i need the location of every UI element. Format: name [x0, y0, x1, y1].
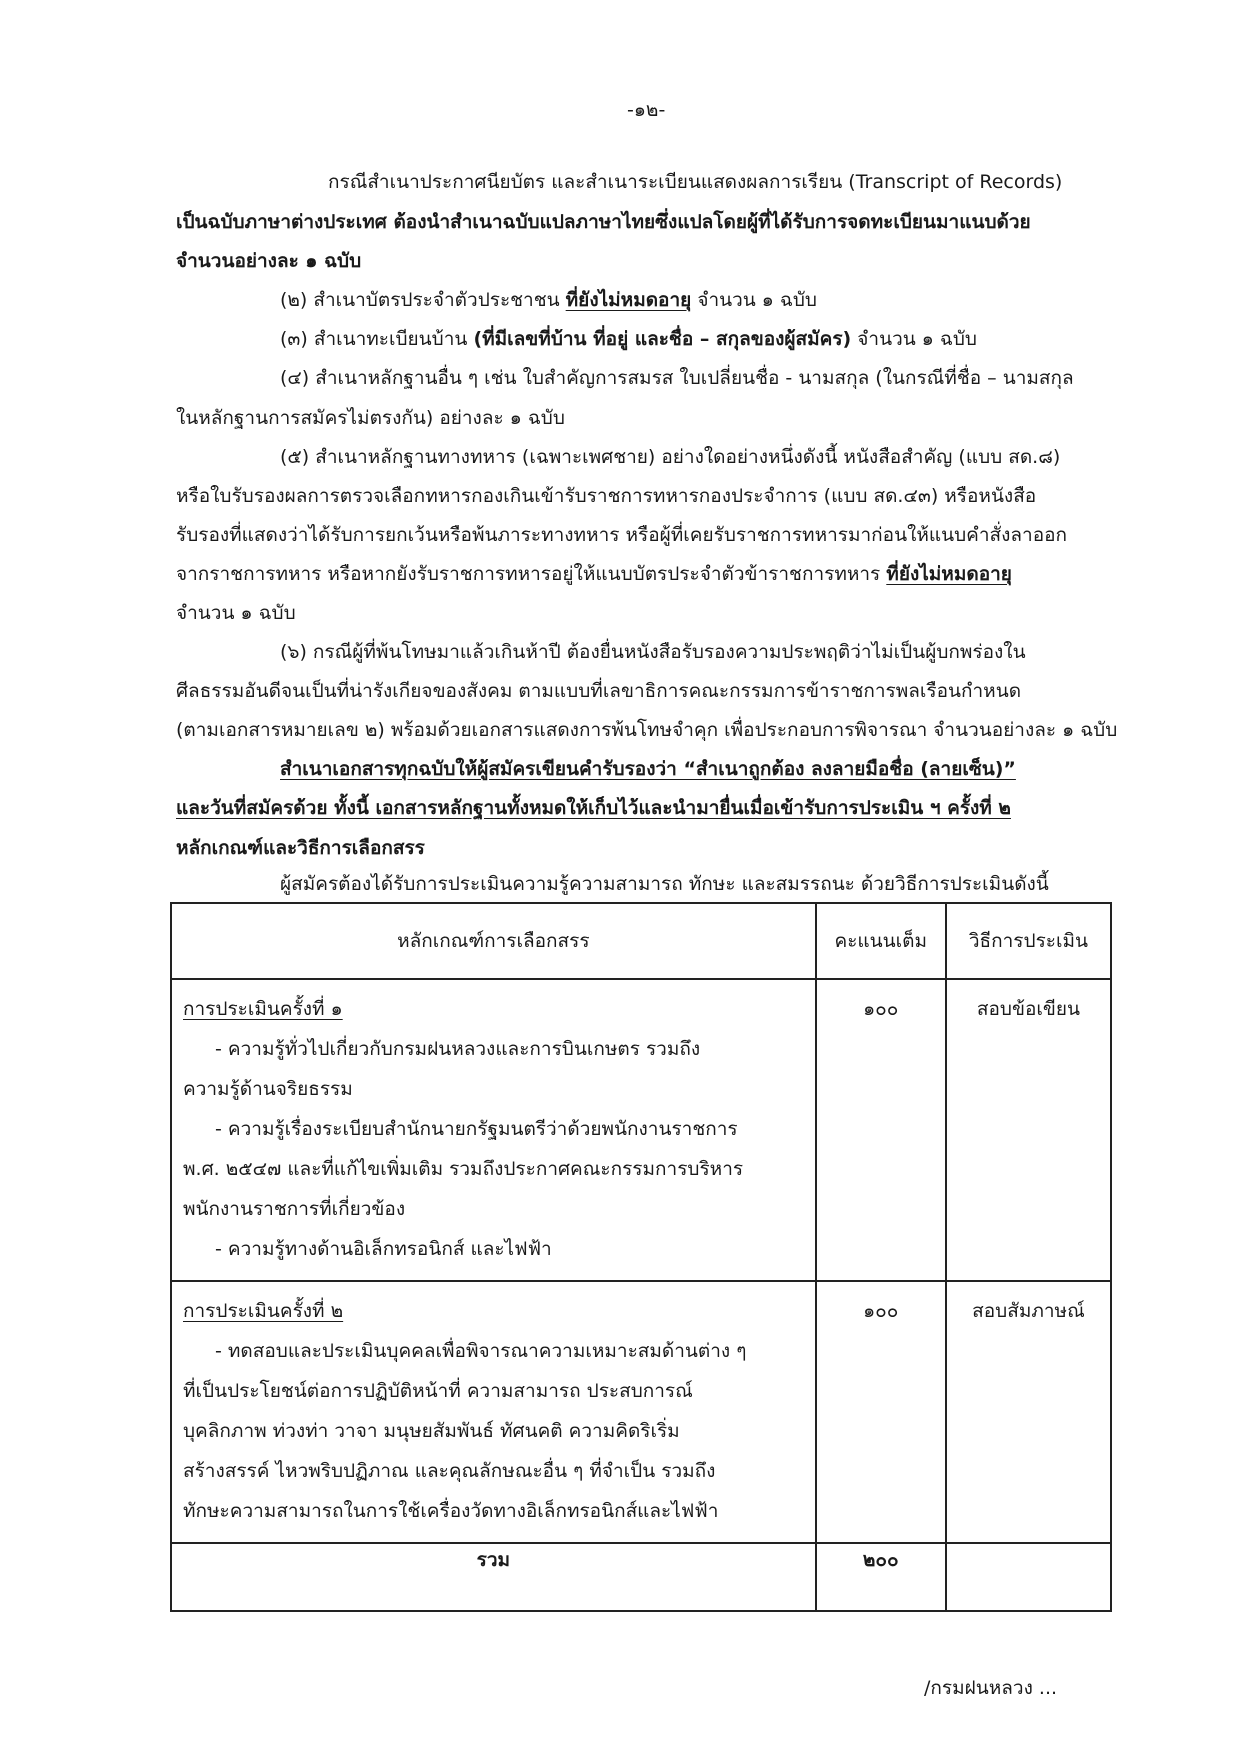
round-1-method-value: สอบข้อเขียน — [976, 998, 1080, 1020]
page-number: -๑๒- — [627, 99, 666, 121]
round-1-line-3: - ความรู้เรื่องระเบียบสำนักนายกรัฐมนตรีว่าด้วยพนักงานราชการ — [215, 1118, 738, 1140]
section-heading: หลักเกณฑ์และวิธีการเลือกสรร — [176, 837, 425, 859]
transcript-para-line-1: กรณีสำเนาประกาศนียบัตร และสำเนาระเบียนแสดงผลการเรียน (Transcript of Records) — [328, 171, 1063, 193]
round-2-criteria — [171, 1281, 816, 1543]
round-2-score — [816, 1281, 946, 1543]
item-4-line-2: ในหลักฐานการสมัครไม่ตรงกัน) อย่างละ ๑ ฉบับ — [176, 407, 565, 429]
item-3-emphasis: (ที่มีเลขที่บ้าน ที่อยู่ และชื่อ – สกุลของผู้สมัคร) — [473, 328, 852, 350]
item-4-line-1: (๔) สำเนาหลักฐานอื่น ๆ เช่น ใบสำคัญการสมรส ใบเปลี่ยนชื่อ - นามสกุล (ในกรณีที่ชื่อ – นามสกุล — [280, 367, 1074, 389]
item-5-line-4 — [176, 560, 1012, 588]
item-3 — [280, 325, 977, 353]
round-2-line-1: - ทดสอบและประเมินบุคคลเพื่อพิจารณาความเหมาะสมด้านต่าง ๆ — [215, 1340, 747, 1362]
round-1-line-2: ความรู้ด้านจริยธรรม — [183, 1078, 353, 1100]
round-1-method — [946, 979, 1111, 1281]
certify-note-line-2: และวันที่สมัครด้วย ทั้งนี้ เอกสารหลักฐานทั้งหมดให้เก็บไว้และนำมายื่นเมื่อเข้ารับการประเมิน ฯ ครั้งที่ ๒ — [176, 797, 1011, 819]
total-method-empty — [946, 1543, 1111, 1611]
item-2-count: จำนวน ๑ ฉบับ — [691, 289, 817, 311]
item-5-line-1: (๕) สำเนาหลักฐานทางทหาร (เฉพาะเพศชาย) อย่างใดอย่างหนึ่งดังนี้ หนังสือสำคัญ (แบบ สด.๘) — [280, 446, 1061, 468]
round-2-line-2: ที่เป็นประโยชน์ต่อการปฏิบัติหน้าที่ ความสามารถ ประสบการณ์ — [183, 1380, 693, 1402]
round-1-line-6: - ความรู้ทางด้านอิเล็กทรอนิกส์ และไฟฟ้า — [215, 1238, 552, 1260]
item-6-line-1: (๖) กรณีผู้ที่พ้นโทษมาแล้วเกินห้าปี ต้องยื่นหนังสือรับรองความประพฤติว่าไม่เป็นผู้บกพร่องใน — [280, 641, 1026, 663]
certify-note-line-1: สำเนาเอกสารทุกฉบับให้ผู้สมัครเขียนคำรับรองว่า “สำเนาถูกต้อง ลงลายมือชื่อ (ลายเซ็น)” — [280, 758, 1016, 780]
table-row-round-2 — [171, 1281, 1111, 1543]
table-header-row — [171, 903, 1111, 979]
round-1-criteria — [171, 979, 816, 1281]
total-score: ๒๐๐ — [816, 1543, 946, 1611]
section-intro: ผู้สมัครต้องได้รับการประเมินความรู้ความสามารถ ทักษะ และสมรรถนะ ด้วยวิธีการประเมินดังนี้ — [280, 873, 1049, 895]
item-2 — [280, 286, 817, 314]
round-1-line-1: - ความรู้ทั่วไปเกี่ยวกับกรมฝนหลวงและการบินเกษตร รวมถึง — [215, 1038, 701, 1060]
round-2-line-3: บุคลิกภาพ ท่วงท่า วาจา มนุษยสัมพันธ์ ทัศนคติ ความคิดริเริ่ม — [183, 1420, 680, 1442]
item-5-line-4-text: จากราชการทหาร หรือหากยังรับราชการทหารอยู่ให้แนบบัตรประจำตัวข้าราชการทหาร — [176, 563, 887, 585]
round-1-line-4: พ.ศ. ๒๕๔๗ และที่แก้ไขเพิ่มเติม รวมถึงประกาศคณะกรรมการบริหาร — [183, 1158, 744, 1180]
round-1-score — [816, 979, 946, 1281]
header-criteria: หลักเกณฑ์การเลือกสรร — [171, 903, 816, 979]
round-1-line-5: พนักงานราชการที่เกี่ยวข้อง — [183, 1198, 406, 1220]
transcript-para-line-2: เป็นฉบับภาษาต่างประเทศ ต้องนำสำเนาฉบับแปลภาษาไทยซึ่งแปลโดยผู้ที่ได้รับการจดทะเบียนมาแนบด้วย — [176, 211, 1031, 233]
header-full-score: คะแนนเต็ม — [816, 903, 946, 979]
item-6-line-3: (ตามเอกสารหมายเลข ๒) พร้อมด้วยเอกสารแสดงการพ้นโทษจำคุก เพื่อประกอบการพิจารณา จำนวนอย่างละ ๑ ฉบับ — [176, 719, 1118, 741]
header-method: วิธีการประเมิน — [946, 903, 1111, 979]
item-5-line-3: รับรองที่แสดงว่าได้รับการยกเว้นหรือพ้นภาระทางทหาร หรือผู้ที่เคยรับราชการทหารมาก่อนให้แนบคำสั่งลาออก — [176, 524, 1068, 546]
item-2-text: (๒) สำเนาบัตรประจำตัวประชาชน — [280, 289, 566, 311]
item-5-line-5: จำนวน ๑ ฉบับ — [176, 602, 296, 624]
round-2-line-4: สร้างสรรค์ ไหวพริบปฏิภาณ และคุณลักษณะอื่น ๆ ที่จำเป็น รวมถึง — [183, 1460, 716, 1482]
table-total-row — [171, 1543, 1111, 1611]
table-row-round-1 — [171, 979, 1111, 1281]
item-6-line-2: ศีลธรรมอันดีจนเป็นที่น่ารังเกียจของสังคม ตามแบบที่เลขาธิการคณะกรรมการข้าราชการพลเรือนกำหนด — [176, 680, 1022, 702]
criteria-table — [170, 902, 1112, 1612]
item-3-count: จำนวน ๑ ฉบับ — [851, 328, 977, 350]
total-label: รวม — [171, 1543, 816, 1611]
round-1-title: การประเมินครั้งที่ ๑ — [183, 998, 343, 1020]
round-2-score-value: ๑๐๐ — [863, 1300, 899, 1322]
footer-continuation: /กรมฝนหลวง ... — [924, 1677, 1058, 1699]
item-5-line-2: หรือใบรับรองผลการตรวจเลือกทหารกองเกินเข้ารับราชการทหารกองประจำการ (แบบ สด.๔๓) หรือหนังสือ — [176, 485, 1037, 507]
round-1-score-value: ๑๐๐ — [863, 998, 899, 1020]
transcript-para-line-3: จำนวนอย่างละ ๑ ฉบับ — [176, 250, 362, 272]
round-2-line-5: ทักษะความสามารถในการใช้เครื่องวัดทางอิเล็กทรอนิกส์และไฟฟ้า — [183, 1500, 719, 1522]
item-5-emphasis: ที่ยังไม่หมดอายุ — [886, 563, 1012, 585]
item-3-text: (๓) สำเนาทะเบียนบ้าน — [280, 328, 474, 350]
round-2-method — [946, 1281, 1111, 1543]
round-2-method-value: สอบสัมภาษณ์ — [972, 1300, 1085, 1322]
item-2-emphasis: ที่ยังไม่หมดอายุ — [565, 289, 692, 311]
round-2-title: การประเมินครั้งที่ ๒ — [183, 1300, 344, 1322]
